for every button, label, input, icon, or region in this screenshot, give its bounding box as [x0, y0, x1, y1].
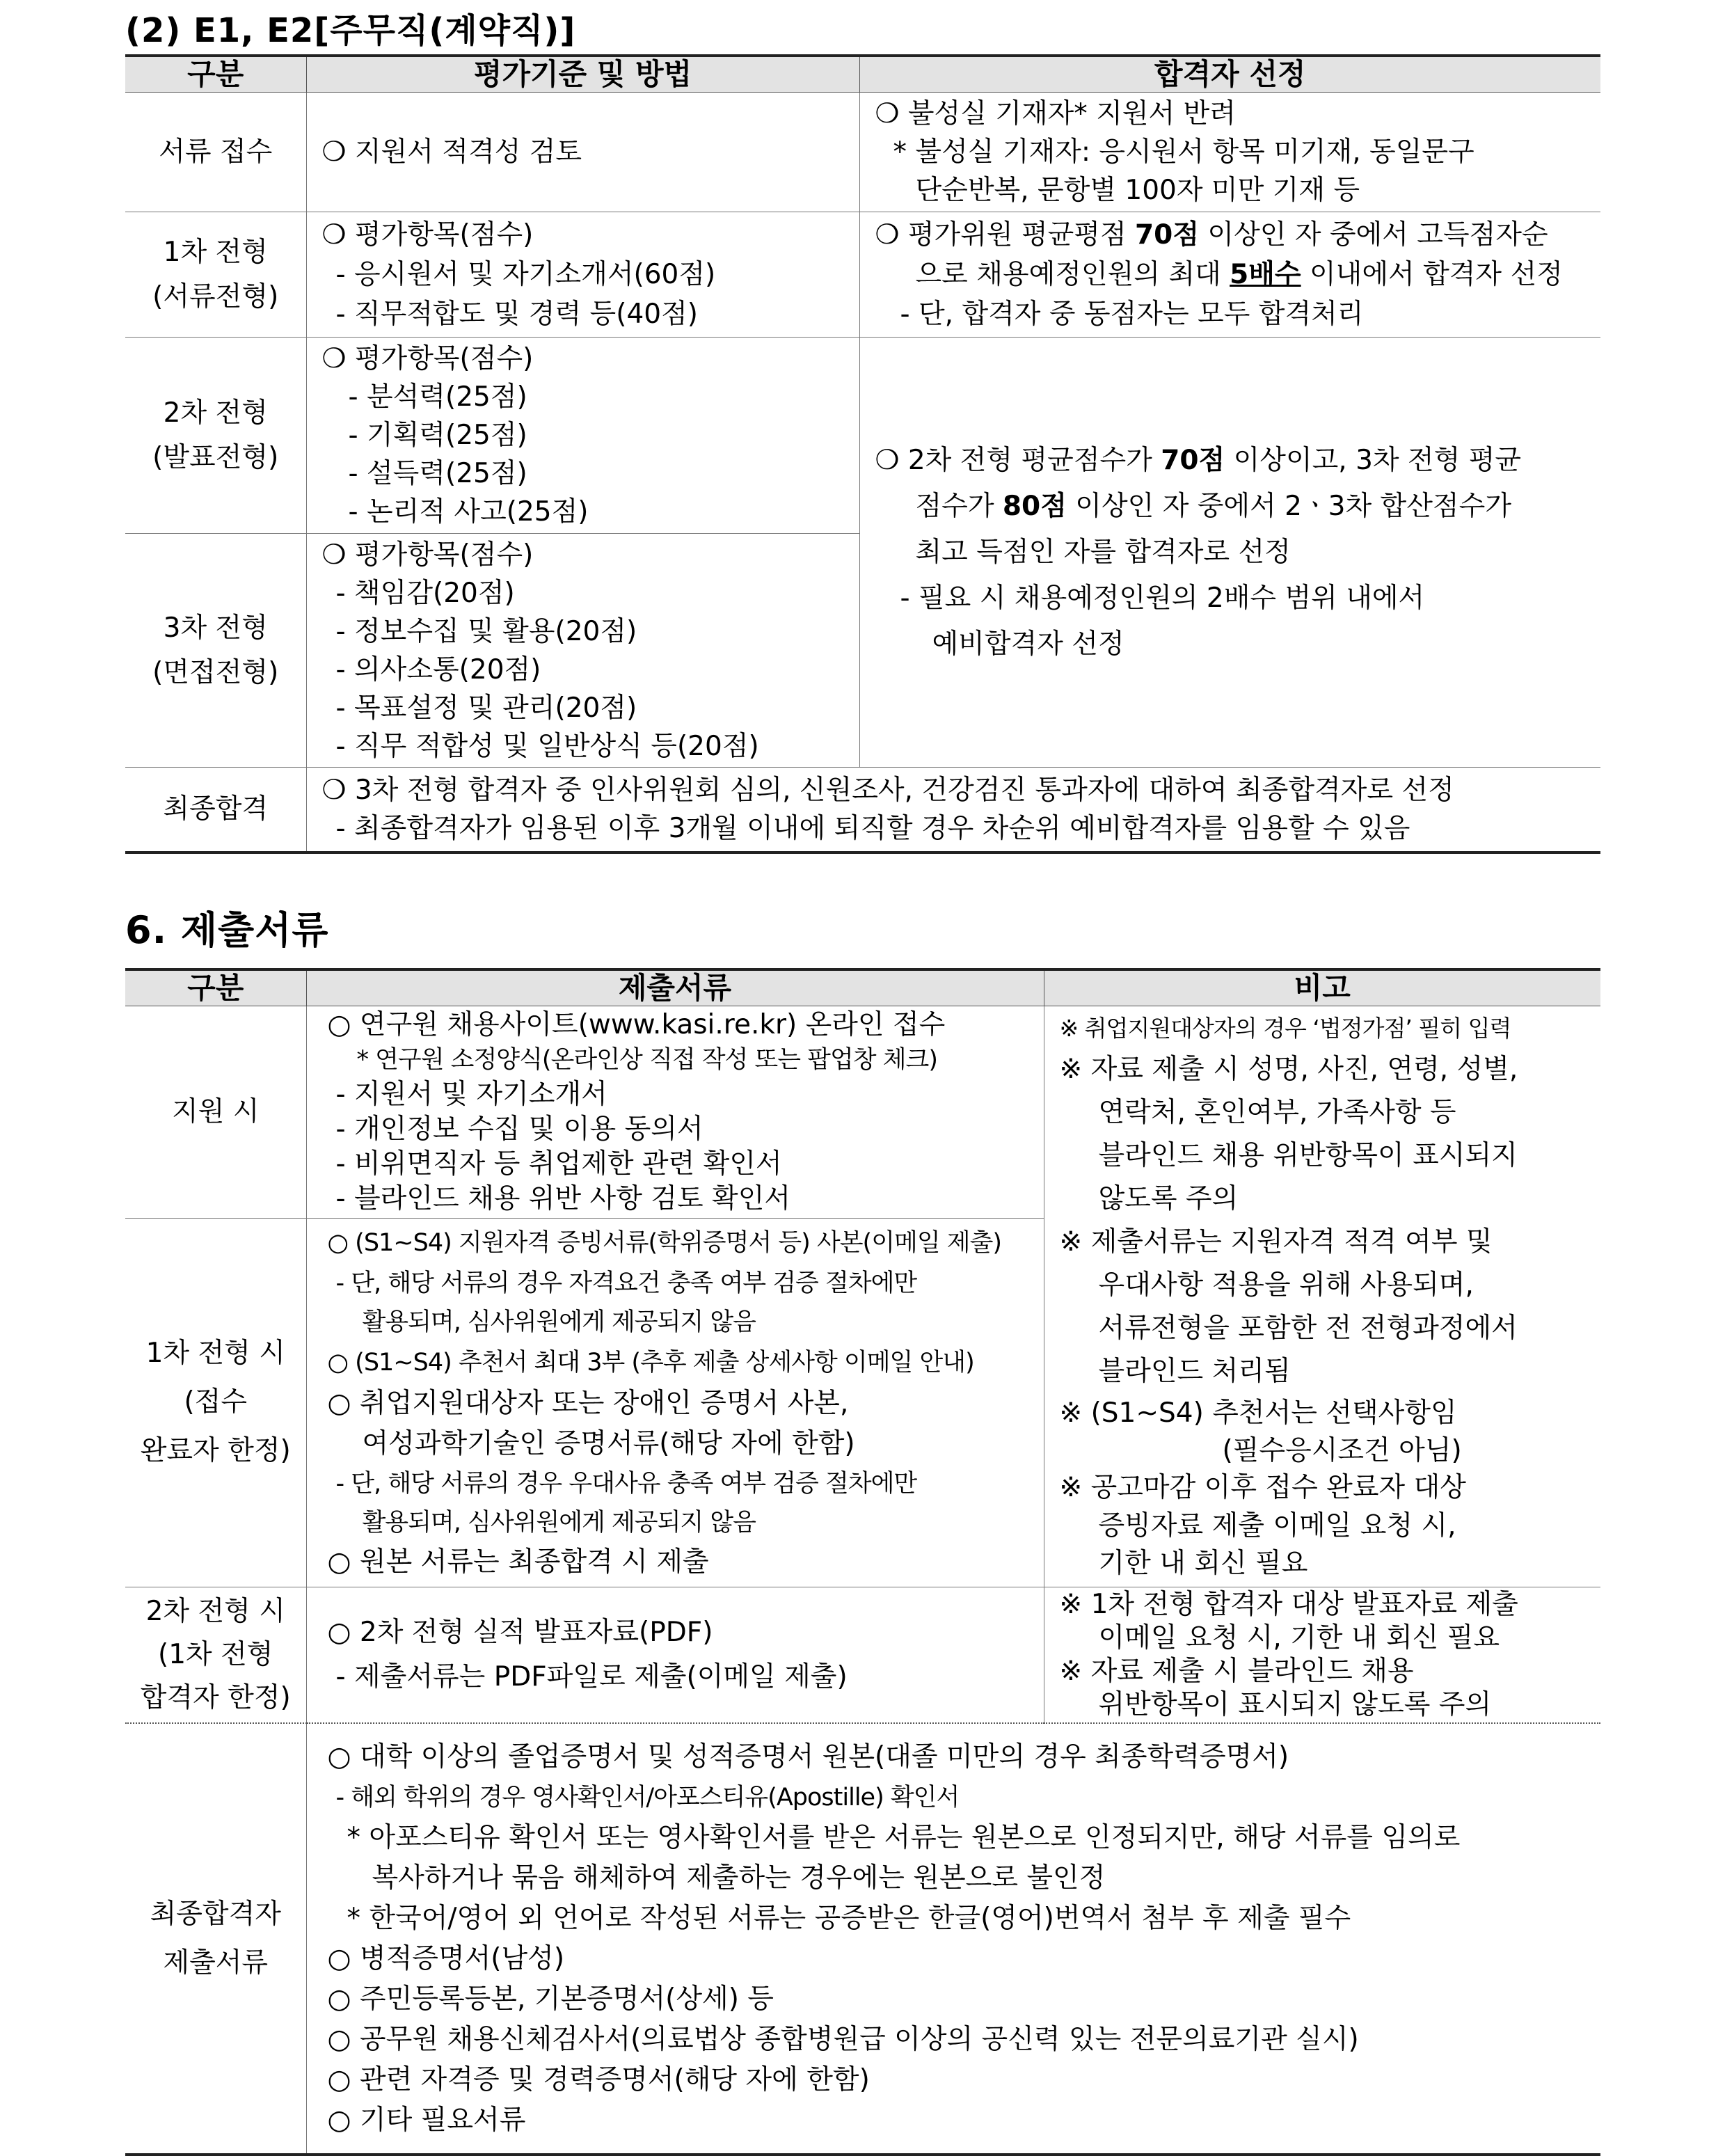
text: 점수가 [916, 491, 1003, 522]
selection-line: 예비합격자 선정 [875, 621, 1601, 667]
table-row [125, 1006, 1600, 1218]
remark-line: 우대사항 적용을 위해 사용되며, [1060, 1264, 1601, 1307]
remark-line: 않도록 주의 [1060, 1178, 1601, 1221]
doc-line: - 단, 해당 서류의 경우 우대사유 충족 여부 검증 절차에만 [322, 1464, 1044, 1503]
selection-cell [859, 93, 1600, 212]
evaluation-table [125, 54, 1600, 854]
remark-line: 기한 내 회신 필요 [1060, 1545, 1601, 1583]
category-line: (접수 [125, 1378, 306, 1427]
category-line: (면접전형) [125, 651, 306, 695]
remark-line: 증빙자료 제출 이메일 요청 시, [1060, 1507, 1601, 1545]
header-selection: 합격자 선정 [859, 56, 1600, 93]
category-line: (서류전형) [125, 275, 306, 319]
remark-line: 위반항목이 표시되지 않도록 주의 [1060, 1688, 1601, 1722]
section-heading-documents: 6. 제출서류 [125, 903, 1600, 958]
row-category: 지원 시 [125, 1006, 306, 1218]
text: 이상인 자 중에서 고득점자순 [1199, 219, 1548, 251]
criteria-cell [306, 93, 859, 212]
remark-line: ※ 자료 제출 시 성명, 사진, 연령, 성별, [1060, 1048, 1601, 1091]
documents-table [125, 968, 1600, 2156]
row-category [125, 338, 306, 534]
table-row [125, 768, 1600, 853]
table-row [125, 212, 1600, 338]
header-category: 구분 [125, 56, 306, 93]
criteria-line: - 정보수집 및 활용(20점) [322, 612, 859, 651]
remark-line: ※ 제출서류는 지원자격 적격 여부 및 [1060, 1221, 1601, 1264]
final-line: ❍ 3차 전형 합격자 중 인사위원회 심의, 신원조사, 건강검진 통과자에 대하여 최종합격자로 선정 [322, 771, 1601, 809]
table-header-row [125, 56, 1600, 93]
header-documents: 제출서류 [306, 969, 1044, 1006]
header-category: 구분 [125, 969, 306, 1006]
row-category [125, 1587, 306, 1723]
criteria-line: - 목표설정 및 관리(20점) [322, 689, 859, 727]
text: ❍ 평가위원 평균평점 [875, 219, 1136, 251]
table-row [125, 338, 1600, 534]
selection-cell [859, 212, 1600, 338]
remark-line: 블라인드 채용 위반항목이 표시되지 [1060, 1134, 1601, 1178]
selection-line [875, 438, 1601, 484]
criteria-line: ❍ 평가항목(점수) [322, 536, 859, 574]
multiple-emphasis: 5배수 [1230, 259, 1301, 290]
doc-line: ○ 관련 자격증 및 경력증명서(해당 자에 한함) [322, 2060, 1601, 2100]
category-line: 1차 전형 [125, 230, 306, 275]
criteria-line: ❍ 평가항목(점수) [322, 340, 859, 378]
table-row [125, 1723, 1600, 2155]
doc-line: - 단, 해당 서류의 경우 자격요건 충족 여부 검증 절차에만 [322, 1264, 1044, 1303]
criteria-line: - 분석력(25점) [322, 378, 859, 416]
row-category: 서류 접수 [125, 93, 306, 212]
criteria-cell [306, 534, 859, 768]
category-line: 2차 전형 시 [125, 1590, 306, 1633]
selection-line: - 필요 시 채용예정인원의 2배수 범위 내에서 [875, 576, 1601, 621]
remark-line: ※ 1차 전형 합격자 대상 발표자료 제출 [1060, 1588, 1601, 1622]
text: 이내에서 합격자 선정 [1301, 259, 1563, 290]
remark-line: 블라인드 처리됨 [1060, 1350, 1601, 1393]
selection-line [875, 215, 1601, 255]
category-line: 1차 전형 시 [125, 1329, 306, 1378]
text: 으로 채용예정인원의 최대 [916, 259, 1230, 290]
remark-line: 이메일 요청 시, 기한 내 회신 필요 [1060, 1622, 1601, 1655]
section-heading-e1e2: (2) E1, E2[주무직(계약직)] [125, 7, 1600, 54]
doc-line: - 비위면직자 등 취업제한 관련 확인서 [322, 1147, 1044, 1182]
doc-line: 복사하거나 묶음 해체하여 제출하는 경우에는 원본으로 불인정 [322, 1858, 1601, 1899]
doc-line: ○ 공무원 채용신체검사서(의료법상 종합병원급 이상의 공신력 있는 전문의료기관 실시) [322, 2020, 1601, 2060]
remark-line: 서류전형을 포함한 전 전형과정에서 [1060, 1307, 1601, 1350]
doc-line: 활용되며, 심사위원에게 제공되지 않음 [322, 1503, 1044, 1542]
header-remarks: 비고 [1044, 969, 1600, 1006]
criteria-cell [306, 338, 859, 534]
doc-line: * 연구원 소정양식(온라인상 직접 작성 또는 팝업창 체크) [322, 1043, 1044, 1077]
doc-line: - 블라인드 채용 위반 사항 검토 확인서 [322, 1182, 1044, 1216]
doc-line: ○ 기타 필요서류 [322, 2100, 1601, 2141]
criteria-line: - 직무적합도 및 경력 등(40점) [322, 294, 859, 334]
remark-line: ※ 공고마감 이후 접수 완료자 대상 [1060, 1468, 1601, 1507]
criteria-line: - 직무 적합성 및 일반상식 등(20점) [322, 727, 859, 766]
remark-line: 연락처, 혼인여부, 가족사항 등 [1060, 1091, 1601, 1134]
doc-line: - 제출서류는 PDF파일로 제출(이메일 제출) [322, 1655, 1044, 1699]
row-category [125, 212, 306, 338]
remark-line: ※ 취업지원대상자의 경우 ‘법정가점’ 필히 입력 [1060, 1009, 1601, 1048]
final-cell [306, 768, 1600, 853]
selection-line [875, 255, 1601, 294]
criteria-line: - 의사소통(20점) [322, 651, 859, 689]
doc-line: - 개인정보 수집 및 이용 동의서 [322, 1112, 1044, 1147]
table-row [125, 93, 1600, 212]
criteria-line: ❍ 지원서 적격성 검토 [322, 132, 859, 172]
doc-line: ○ (S1~S4) 지원자격 증빙서류(학위증명서 등) 사본(이메일 제출) [322, 1222, 1044, 1264]
table-header-row [125, 969, 1600, 1006]
doc-line: ○ 병적증명서(남성) [322, 1939, 1601, 1979]
doc-line: ○ 주민등록등본, 기본증명서(상세) 등 [322, 1979, 1601, 2020]
doc-line: ○ 대학 이상의 졸업증명서 및 성적증명서 원본(대졸 미만의 경우 최종학력증명서) [322, 1737, 1601, 1777]
selection-line [875, 484, 1601, 530]
documents-cell [306, 1218, 1044, 1587]
doc-line: ○ 취업지원대상자 또는 장애인 증명서 사본, [322, 1384, 1044, 1424]
selection-line: ❍ 불성실 기재자* 지원서 반려 [875, 95, 1601, 133]
criteria-line: ❍ 평가항목(점수) [322, 215, 859, 255]
selection-line: 단순반복, 문항별 100자 미만 기재 등 [875, 171, 1601, 209]
text: 이상인 자 중에서 2ㆍ3차 합산점수가 [1067, 491, 1511, 522]
category-line: 제출서류 [125, 1939, 306, 1988]
doc-line: * 한국어/영어 외 언어로 작성된 서류는 공증받은 한글(영어)번역서 첨부 후 제출 필수 [322, 1899, 1601, 1939]
table-row [125, 1587, 1600, 1723]
category-line: 2차 전형 [125, 391, 306, 436]
documents-cell [306, 1006, 1044, 1218]
criteria-line: - 설득력(25점) [322, 454, 859, 493]
criteria-cell [306, 212, 859, 338]
remark-line: ※ (S1~S4) 추천서는 선택사항임 [1060, 1393, 1601, 1434]
doc-line: - 해외 학위의 경우 영사확인서/아포스티유(Apostille) 확인서 [322, 1777, 1601, 1818]
doc-line: ○ 원본 서류는 최종합격 시 제출 [322, 1542, 1044, 1583]
selection-cell-merged [859, 338, 1600, 768]
criteria-line: - 기획력(25점) [322, 416, 859, 454]
row-category [125, 534, 306, 768]
score-emphasis: 70점 [1161, 445, 1225, 476]
final-documents-cell [306, 1723, 1600, 2155]
documents-cell [306, 1587, 1044, 1723]
doc-line: 활용되며, 심사위원에게 제공되지 않음 [322, 1303, 1044, 1342]
score-emphasis: 80점 [1003, 491, 1067, 522]
row-category: 최종합격 [125, 768, 306, 853]
header-criteria: 평가기준 및 방법 [306, 56, 859, 93]
category-line: 합격자 한정) [125, 1677, 306, 1720]
category-line: 3차 전형 [125, 606, 306, 651]
category-line: (발표전형) [125, 436, 306, 480]
category-line: (1차 전형 [125, 1633, 306, 1677]
doc-line: ○ 연구원 채용사이트(www.kasi.re.kr) 온라인 접수 [322, 1008, 1044, 1043]
selection-line: * 불성실 기재자: 응시원서 항목 미기재, 동일문구 [875, 133, 1601, 171]
remark-line: (필수응시조건 아님) [1060, 1434, 1601, 1468]
doc-line: - 지원서 및 자기소개서 [322, 1077, 1044, 1112]
remarks-cell-merged [1044, 1006, 1600, 1587]
doc-line: 여성과학기술인 증명서류(해당 자에 한함) [322, 1424, 1044, 1464]
score-emphasis: 70점 [1135, 219, 1199, 251]
remark-line: ※ 자료 제출 시 블라인드 채용 [1060, 1655, 1601, 1688]
remarks-cell [1044, 1587, 1600, 1723]
text: ❍ 2차 전형 평균점수가 [875, 445, 1161, 476]
row-category [125, 1218, 306, 1587]
row-category [125, 1723, 306, 2155]
selection-line: - 단, 합격자 중 동점자는 모두 합격처리 [875, 294, 1601, 334]
doc-line: ○ (S1~S4) 추천서 최대 3부 (추후 제출 상세사항 이메일 안내) [322, 1342, 1044, 1384]
criteria-line: - 응시원서 및 자기소개서(60점) [322, 255, 859, 294]
final-line: - 최종합격자가 임용된 이후 3개월 이내에 퇴직할 경우 차순위 예비합격자를 임용할 수 있음 [322, 809, 1601, 848]
text: 이상이고, 3차 전형 평균 [1225, 445, 1521, 476]
criteria-line: - 논리적 사고(25점) [322, 493, 859, 531]
document-page [125, 7, 1600, 2156]
category-line: 완료자 한정) [125, 1427, 306, 1475]
doc-line: ○ 2차 전형 실적 발표자료(PDF) [322, 1610, 1044, 1655]
category-line: 최종합격자 [125, 1890, 306, 1939]
selection-line: 최고 득점인 자를 합격자로 선정 [875, 530, 1601, 576]
doc-line: * 아포스티유 확인서 또는 영사확인서를 받은 서류는 원본으로 인정되지만, 해당 서류를 임의로 [322, 1818, 1601, 1858]
criteria-line: - 책임감(20점) [322, 574, 859, 612]
